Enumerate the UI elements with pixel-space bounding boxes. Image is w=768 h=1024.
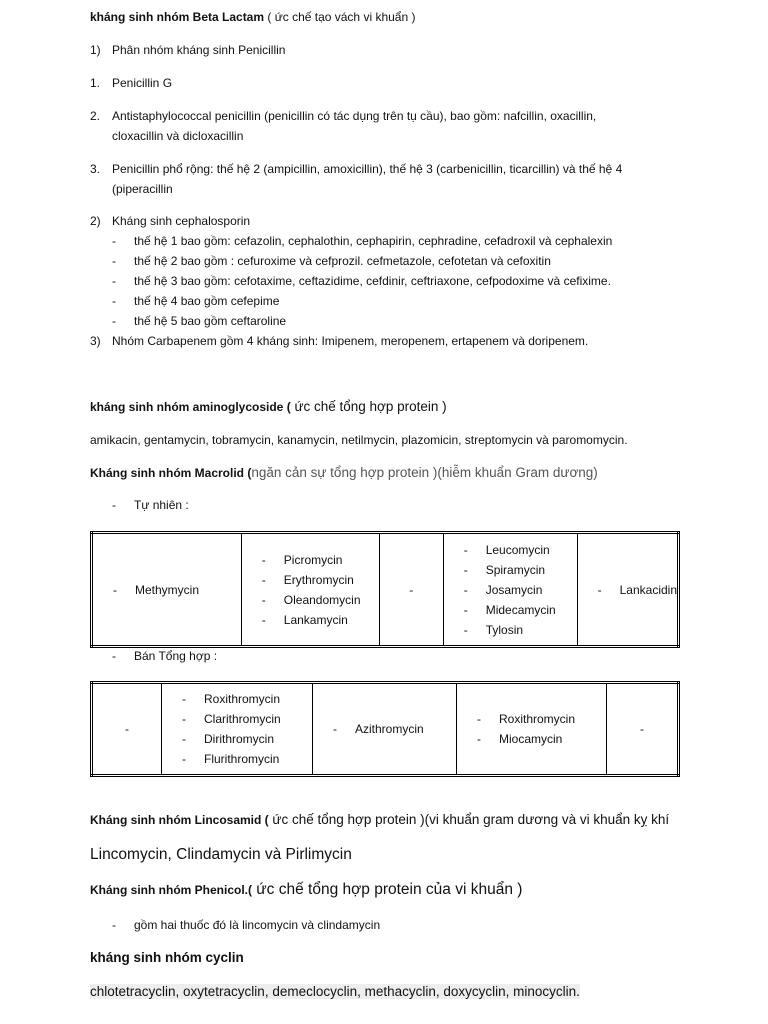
- list-text: thế hệ 5 bao gồm ceftaroline: [134, 314, 287, 328]
- drug-item: - Erythromycin: [262, 570, 379, 590]
- drug-item: - Dirithromycin: [182, 729, 312, 749]
- list-text: thế hệ 1 bao gồm: cefazolin, cephalothin, cephapirin, cephradine, cefadroxil và cephalexin: [134, 234, 613, 248]
- natural-macrolid-table: [90, 531, 680, 648]
- list-number: 3): [90, 334, 101, 348]
- penicillin-item-1: [90, 76, 172, 90]
- aminoglycoside-subtitle: ức chế tổng hợp protein ): [290, 399, 447, 414]
- beta-lactam-heading: [90, 10, 415, 24]
- bullet-dash: -: [112, 294, 116, 308]
- table-cell: [457, 683, 607, 776]
- lincosamid-heading: [90, 812, 669, 827]
- bullet-dash: -: [112, 234, 116, 248]
- lincosamid-title: Kháng sinh nhóm Lincosamid (: [90, 813, 269, 827]
- drug-item: - Miocamycin: [477, 729, 606, 749]
- cephalosporin-gen-5: [112, 314, 286, 328]
- list-number: 1.: [90, 76, 101, 90]
- drug-item: - Flurithromycin: [182, 749, 312, 769]
- aminoglycoside-list: amikacin, gentamycin, tobramycin, kanamycin, netilmycin, plazomicin, streptomycin và paromomycin.: [90, 433, 628, 447]
- table-cell: -: [607, 683, 679, 776]
- macrolid-title: Kháng sinh nhóm Macrolid (: [90, 466, 252, 480]
- natural-label: [112, 498, 189, 512]
- cyclin-list-text: chlotetracyclin, oxytetracyclin, demeclocyclin, methacyclin, doxycyclin, minocyclin.: [90, 984, 580, 999]
- table-cell: [162, 683, 313, 776]
- drug-item: - Midecamycin: [464, 600, 577, 620]
- drug-item: - Roxithromycin: [477, 709, 606, 729]
- drug-item: - Leucomycin: [464, 540, 577, 560]
- phenicol-title: Kháng sinh nhóm Phenicol.(: [90, 883, 252, 897]
- list-number: 3.: [90, 162, 101, 176]
- list-text: Antistaphylococcal penicillin (penicillin có tác dụng trên tụ cầu), bao gồm: nafcillin, oxacillin,: [112, 109, 597, 123]
- penicillin-item-3: [90, 162, 622, 176]
- drug-item: - Tylosin: [464, 620, 577, 640]
- macrolid-subtitle: ngăn cản sự tổng hợp protein )(hiễm khuẩn Gram dương): [251, 465, 598, 480]
- list-number: 2.: [90, 109, 101, 123]
- bullet-dash: -: [112, 254, 116, 268]
- drug-item: - Clarithromycin: [182, 709, 312, 729]
- phenicol-heading: [90, 881, 522, 899]
- phenicol-item: [112, 918, 380, 932]
- penicillin-item-2: [90, 109, 596, 123]
- cyclin-list: [90, 984, 580, 999]
- cephalosporin-gen-1: [112, 234, 612, 248]
- label-text: Bán Tổng hợp :: [134, 649, 218, 663]
- table-cell: [577, 533, 678, 647]
- macrolid-heading: [90, 465, 598, 480]
- penicillin-item-2-cont: cloxacillin và dicloxacillin: [112, 129, 244, 143]
- bullet-dash: -: [112, 918, 116, 932]
- cephalosporin-gen-2: [112, 254, 551, 268]
- list-text: gồm hai thuốc đó là lincomycin và clindamycin: [134, 918, 381, 932]
- subgroup-label: Phân nhóm kháng sinh Penicillin: [112, 43, 286, 57]
- drug-item: - Methymycin: [113, 580, 241, 600]
- bullet-dash: -: [112, 274, 116, 288]
- drug-item: - Oleandomycin: [262, 590, 379, 610]
- list-number: 1): [90, 43, 101, 57]
- list-text: thế hệ 4 bao gồm cefepime: [134, 294, 280, 308]
- list-text: thế hệ 2 bao gồm : cefuroxime và cefprozil. cefmetazole, cefotetan và cefoxitin: [134, 254, 551, 268]
- lincosamid-subtitle: ức chế tổng hợp protein )(vi khuẩn gram dương và vi khuẩn kỵ khí: [268, 812, 670, 827]
- lincosamid-list: Lincomycin, Clindamycin và Pirlimycin: [90, 846, 352, 863]
- aminoglycoside-heading: [90, 399, 447, 414]
- drug-item: - Josamycin: [464, 580, 577, 600]
- subgroup-label: Kháng sinh cephalosporin: [112, 214, 251, 228]
- beta-lactam-title: kháng sinh nhóm Beta Lactam: [90, 10, 265, 24]
- list-text: Penicillin phổ rộng: thế hệ 2 (ampicillin, amoxicillin), thế hệ 3 (carbenicillin, ticarcillin) và thế hệ 4: [112, 162, 623, 176]
- table-cell: -: [92, 683, 162, 776]
- table-cell: [92, 533, 242, 647]
- list-number: 2): [90, 214, 101, 228]
- table-cell: -: [379, 533, 443, 647]
- drug-item: - Picromycin: [262, 550, 379, 570]
- table-cell: [443, 533, 577, 647]
- carbapenem-subgroup: [90, 334, 588, 348]
- drug-item: - Azithromycin: [333, 719, 456, 739]
- beta-lactam-subtitle: ( ức chế tạo vách vi khuẩn ): [264, 10, 416, 24]
- list-text: Penicillin G: [112, 76, 173, 90]
- bullet-dash: -: [112, 649, 116, 663]
- drug-item: - Roxithromycin: [182, 689, 312, 709]
- subgroup-label: Nhóm Carbapenem gồm 4 kháng sinh: Imipenem, meropenem, ertapenem và doripenem.: [112, 334, 589, 348]
- table-cell: [241, 533, 379, 647]
- drug-item: - Spiramycin: [464, 560, 577, 580]
- bullet-dash: -: [112, 498, 116, 512]
- penicillin-subgroup: [90, 43, 285, 57]
- drug-item: - Lankacidin: [598, 580, 677, 600]
- bullet-dash: -: [112, 314, 116, 328]
- cephalosporin-gen-4: [112, 294, 279, 308]
- cyclin-heading: kháng sinh nhóm cyclin: [90, 950, 244, 965]
- semi-synthetic-label: [112, 649, 217, 663]
- list-text: thế hệ 3 bao gồm: cefotaxime, ceftazidime, cefdinir, ceftriaxone, cefpodoxime và cefixime.: [134, 274, 611, 288]
- semi-synthetic-macrolid-table: [90, 681, 680, 777]
- table-cell: [313, 683, 457, 776]
- cephalosporin-gen-3: [112, 274, 611, 288]
- cephalosporin-subgroup: [90, 214, 250, 228]
- phenicol-subtitle: ức chế tổng hợp protein của vi khuẩn ): [252, 881, 523, 898]
- label-text: Tự nhiên :: [134, 498, 189, 512]
- aminoglycoside-title: kháng sinh nhóm aminoglycoside (: [90, 400, 291, 414]
- penicillin-item-3-cont: (piperacillin: [112, 182, 173, 196]
- drug-item: - Lankamycin: [262, 610, 379, 630]
